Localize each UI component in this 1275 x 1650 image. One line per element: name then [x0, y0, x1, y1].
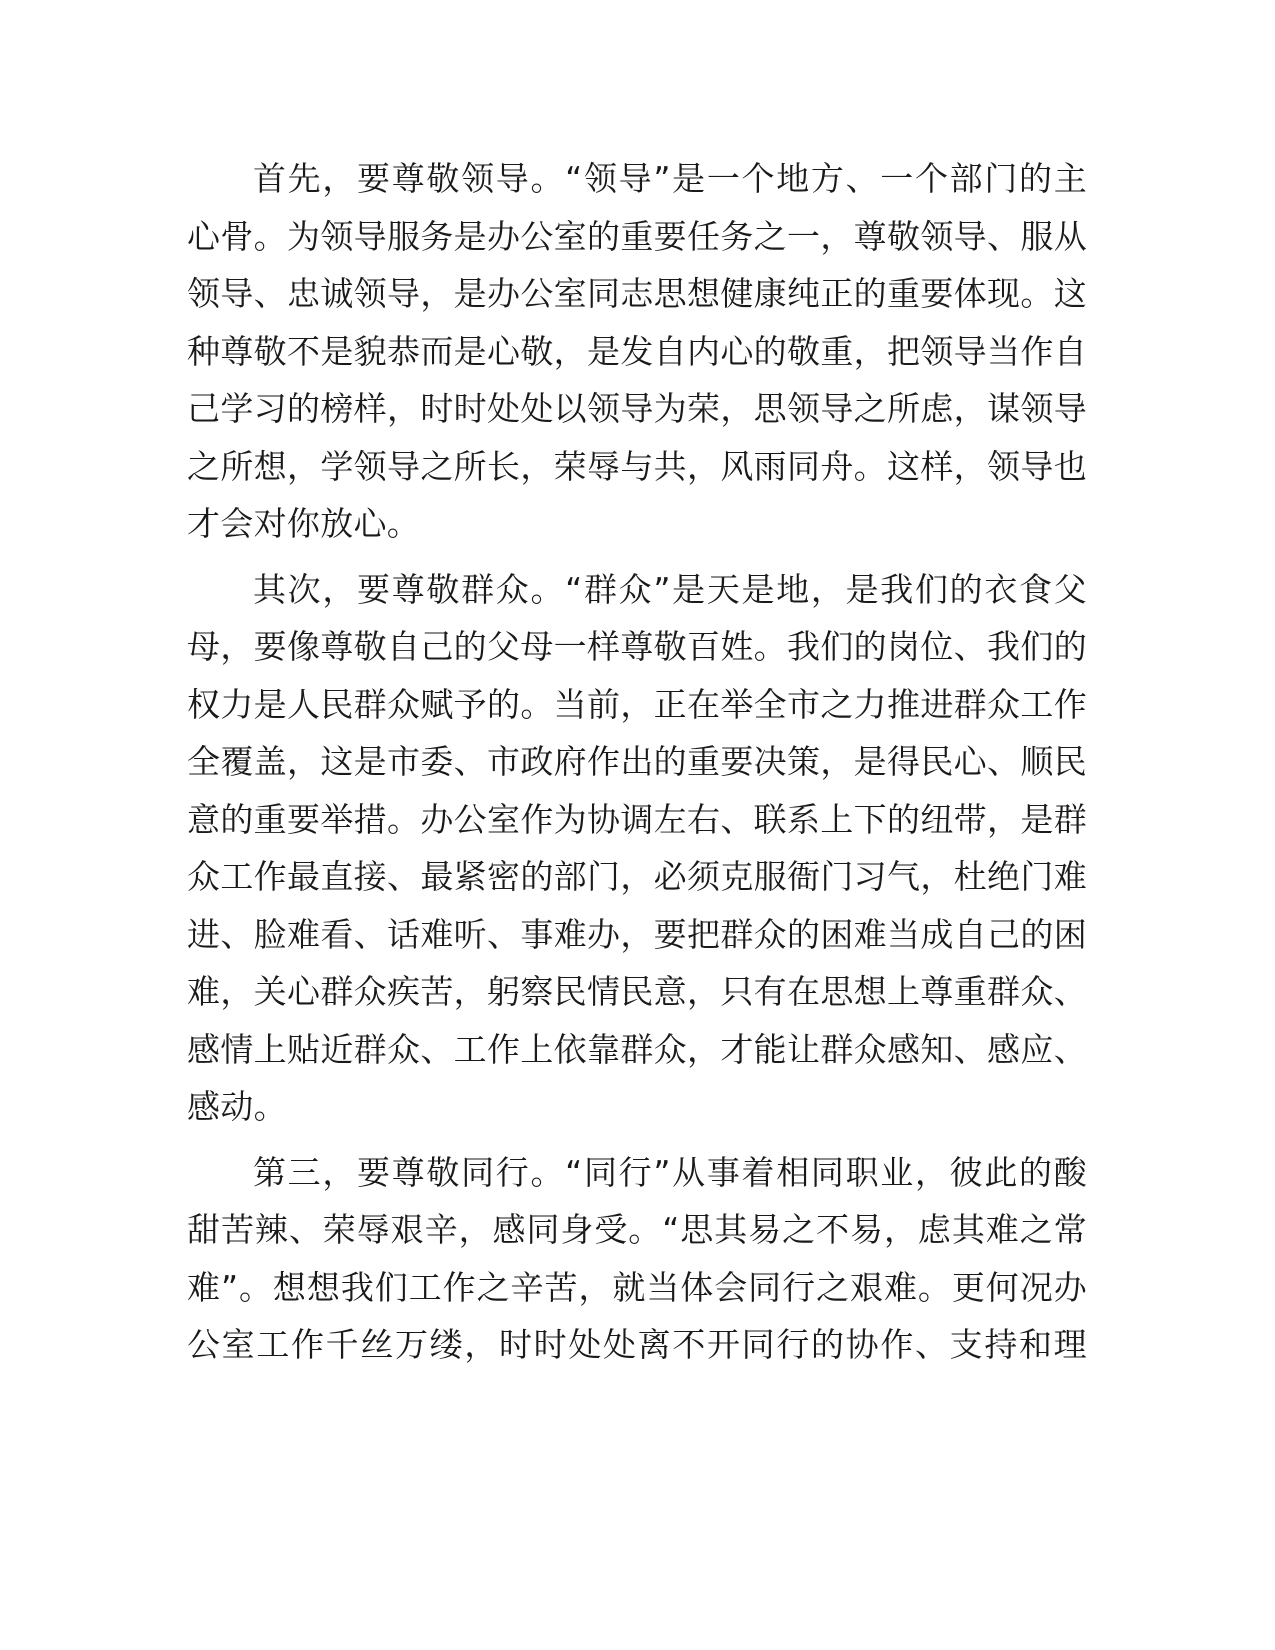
text-line: 意的重要举措。办公室作为协调左右、联系上下的纽带，是群 [187, 799, 1087, 839]
paragraph-respect-masses [187, 561, 1087, 1136]
text-line: 种尊敬不是貌恭而是心敬，是发自内心的敬重，把领导当作自 [187, 331, 1087, 371]
text-line: 众工作最直接、最紧密的部门，必须克服衙门习气，杜绝门难 [187, 857, 1087, 896]
paragraph-respect-peers [187, 1144, 1087, 1374]
text-line: 公室工作千丝万缕，时时处处离不开同行的协作、支持和理 [187, 1325, 1087, 1364]
text-line: 难”。想想我们工作之辛苦，就当体会同行之艰难。更何况办 [187, 1267, 1087, 1307]
text-line: 权力是人民群众赋予的。当前，正在举全市之力推进群众工作 [187, 684, 1087, 724]
text-line: 首先，要尊敬领导。“领导”是一个地方、一个部门的主 [253, 159, 1087, 198]
text-line: 心骨。为领导服务是办公室的重要任务之一，尊敬领导、服从 [187, 216, 1087, 256]
text-line: 才会对你放心。 [187, 504, 421, 543]
paragraph-respect-leaders [187, 150, 1087, 553]
document-body [187, 150, 1087, 1382]
text-line: 全覆盖，这是市委、市政府作出的重要决策，是得民心、顺民 [187, 742, 1087, 781]
text-line: 母，要像尊敬自己的父母一样尊敬百姓。我们的岗位、我们的 [187, 627, 1087, 666]
text-line: 甜苦辣、荣辱艰辛，感同身受。“思其易之不易，虑其难之常 [187, 1210, 1087, 1249]
text-line: 感动。 [187, 1087, 287, 1126]
text-line: 感情上贴近群众、工作上依靠群众，才能让群众感知、感应、 [187, 1029, 1087, 1069]
text-line: 己学习的榜样，时时处处以领导为荣，思领导之所虑，谋领导 [187, 389, 1087, 428]
text-line: 第三，要尊敬同行。“同行”从事着相同职业，彼此的酸 [253, 1152, 1087, 1192]
text-line: 难，关心群众疾苦，躬察民情民意，只有在思想上尊重群众、 [187, 972, 1087, 1011]
text-line: 进、脸难看、话难听、事难办，要把群众的困难当成自己的困 [187, 914, 1087, 954]
text-line: 其次，要尊敬群众。“群众”是天是地，是我们的衣食父 [253, 569, 1087, 609]
text-line: 领导、忠诚领导，是办公室同志思想健康纯正的重要体现。这 [187, 274, 1087, 313]
text-line: 之所想，学领导之所长，荣辱与共，风雨同舟。这样，领导也 [187, 446, 1087, 486]
